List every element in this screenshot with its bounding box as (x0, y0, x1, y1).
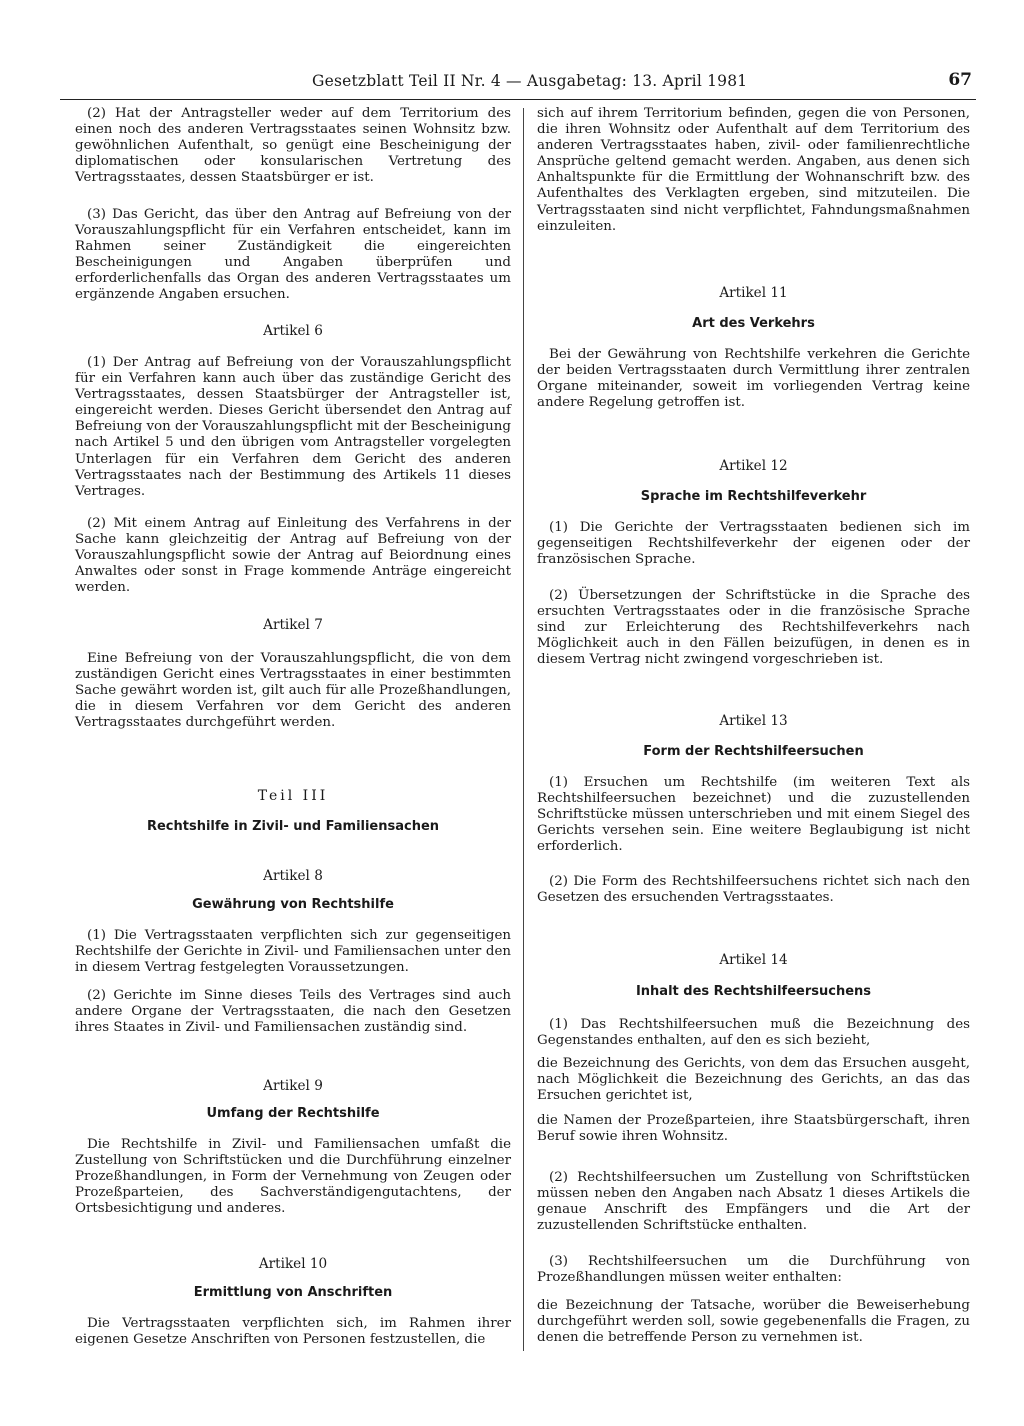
paragraph-art5-3: (3) Das Gericht, das über den Antrag auf Befreiung von der Vorauszahlungspflicht für ein Verfahren entscheidet, kann im Rahmen seiner Zuständigkeit die eingereichten Bescheinigungen und Angaben überprüfen und erforderlichenfalls das Organ des anderen Vertragsstaates um ergänzende Angaben ersuchen. (75, 207, 511, 303)
gazette-title: Gesetzblatt Teil II Nr. 4 — Ausgabetag: 13. April 1981 (312, 72, 748, 90)
paragraph-art12-2: (2) Übersetzungen der Schriftstücke in die Sprache des ersuchten Vertragsstaates oder in die französische Sprache sind zur Erleichterung des Rechtshilfeverkehrs nach Möglichkeit auch in den Fällen beizufügen, in denen es in diesem Vertrag nicht zwingend vorgeschrieben ist. (537, 588, 970, 668)
part-3-title: Rechtshilfe in Zivil- und Familiensachen (146, 819, 440, 834)
article-12-title: Sprache im Rechtshilfeverkehr (640, 489, 867, 504)
column-divider (523, 108, 524, 1351)
paragraph-art8-2: (2) Gerichte im Sinne dieses Teils des Vertrages sind auch andere Organe der Vertragsstaaten, die nach den Gesetzen ihres Staates in Zivil- und Familiensachen zuständig sind. (75, 988, 511, 1036)
article-13-title: Form der Rechtshilfeersuchen (643, 744, 864, 759)
article-6-heading: Artikel 6 (263, 323, 323, 339)
paragraph-art14-1b: die Namen der Prozeßparteien, ihre Staatsbürgerschaft, ihren Beruf sowie ihren Wohnsitz. (537, 1113, 970, 1145)
paragraph-art10-part1: Die Vertragsstaaten verpflichten sich, im Rahmen ihrer eigenen Gesetze Anschriften von Personen festzustellen, die (75, 1316, 511, 1348)
article-14-heading: Artikel 14 (719, 952, 788, 968)
article-9-title: Umfang der Rechtshilfe (206, 1106, 380, 1121)
paragraph-art10-part2: sich auf ihrem Territorium befinden, gegen die von Personen, die ihren Wohnsitz oder Aufenthalt auf dem Territorium des anderen Vertragsstaates haben, zivil- oder familienrechtliche Ansprüche geltend gemacht werden. Angaben, aus denen sich Anhaltspunkte für die Ermittlung der Wohnanschrift bzw. des Aufenthaltes des Verklagten ergeben, sind mitzuteilen. Die Vertragsstaaten sind nicht verpflichtet, Fahndungsmaßnahmen einzuleiten. (537, 106, 970, 234)
article-9-heading: Artikel 9 (263, 1078, 323, 1094)
paragraph-art9: Die Rechtshilfe in Zivil- und Familiensachen umfaßt die Zustellung von Schriftstücken und die Durchführung einzelner Prozeßhandlungen, in Form der Vernehmung von Zeugen oder Prozeßparteien, des Sachverständigengutachtens, der Ortsbesichtigung und anderes. (75, 1137, 511, 1217)
paragraph-art12-1: (1) Die Gerichte der Vertragsstaaten bedienen sich im gegenseitigen Rechtshilfeverkehr der eigenen oder der französischen Sprache. (537, 520, 970, 568)
paragraph-art7: Eine Befreiung von der Vorauszahlungspflicht, die von dem zuständigen Gericht eines Vertragsstaates in einer bestimmten Sache gewährt worden ist, gilt auch für alle Prozeßhandlungen, die in diesem Verfahren vor dem Gericht des anderen Vertragsstaates durchgeführt werden. (75, 651, 511, 731)
paragraph-art11: Bei der Gewährung von Rechtshilfe verkehren die Gerichte der beiden Vertragsstaaten durch Vermittlung ihrer zentralen Organe miteinander, soweit im vorliegenden Vertrag keine andere Regelung getroffen ist. (537, 347, 970, 411)
article-13-heading: Artikel 13 (719, 713, 788, 729)
header-rule (60, 99, 976, 100)
part-3-heading: Teil III (257, 788, 329, 804)
paragraph-art13-2: (2) Die Form des Rechtshilfeersuchens richtet sich nach den Gesetzen des ersuchenden Vertragsstaates. (537, 874, 970, 906)
article-11-heading: Artikel 11 (719, 285, 788, 301)
page-number: 67 (948, 70, 972, 90)
article-14-title: Inhalt des Rechtshilfeersuchens (635, 984, 872, 999)
paragraph-art6-2: (2) Mit einem Antrag auf Einleitung des Verfahrens in der Sache kann gleichzeitig der Antrag auf Befreiung von der Vorauszahlungspflicht sowie der Antrag auf Beiordnung eines Anwaltes oder sonst in Frage kommende Anträge eingereicht werden. (75, 516, 511, 596)
article-8-title: Gewährung von Rechtshilfe (192, 897, 394, 912)
page-header (312, 70, 974, 100)
article-10-title: Ermittlung von Anschriften (193, 1285, 393, 1300)
article-8-heading: Artikel 8 (263, 868, 323, 884)
paragraph-art8-1: (1) Die Vertragsstaaten verpflichten sich zur gegenseitigen Rechtshilfe der Gerichte in Zivil- und Familiensachen unter den in diesem Vertrag festgelegten Voraussetzungen. (75, 928, 511, 976)
article-10-heading: Artikel 10 (258, 1256, 328, 1272)
paragraph-art14-3a: die Bezeichnung der Tatsache, worüber die Beweiserhebung durchgeführt werden soll, sowie gegebenenfalls die Fragen, zu denen die betreffende Person zu vernehmen ist. (537, 1298, 970, 1346)
paragraph-art13-1: (1) Ersuchen um Rechtshilfe (im weiteren Text als Rechtshilfeersuchen bezeichnet) und die zuzustellenden Schriftstücke müssen unterschrieben und mit einem Siegel des Gerichts versehen sein. Eine weitere Beglaubigung ist nicht erforderlich. (537, 775, 970, 855)
article-12-heading: Artikel 12 (719, 458, 788, 474)
paragraph-art5-2: (2) Hat der Antragsteller weder auf dem Territorium des einen noch des anderen Vertragsstaates seinen Wohnsitz bzw. gewöhnlichen Aufenthalt, so genügt eine Bescheinigung der diplomatischen oder konsularischen Vertretung des Vertragsstaates, dessen Staatsbürger er ist. (75, 106, 511, 186)
paragraph-art6-1: (1) Der Antrag auf Befreiung von der Vorauszahlungspflicht für ein Verfahren kann auch über das zuständige Gericht des Vertragsstaates, dessen Staatsbürger der Antragsteller ist, eingereicht werden. Dieses Gericht übersendet den Antrag auf Befreiung von der Vorauszahlungspflicht mit der Bescheinigung nach Artikel 5 und den übrigen vom Antragsteller vorgelegten Unterlagen für ein Verfahren dem Gericht des anderen Vertragsstaates nach der Bestimmung des Artikels 11 dieses Vertrages. (75, 355, 511, 499)
paragraph-art14-1: (1) Das Rechtshilfeersuchen muß die Bezeichnung des Gegenstandes enthalten, auf den es sich bezieht, (537, 1017, 970, 1049)
article-7-heading: Artikel 7 (263, 617, 323, 633)
paragraph-art14-2: (2) Rechtshilfeersuchen um Zustellung von Schriftstücken müssen neben den Angaben nach Absatz 1 dieses Artikels die genaue Anschrift des Empfängers und die Art der zuzustellenden Schriftstücke enthalten. (537, 1170, 970, 1234)
paragraph-art14-1a: die Bezeichnung des Gerichts, von dem das Ersuchen ausgeht, nach Möglichkeit die Bezeichnung des Gerichts, an das das Ersuchen gerichtet ist, (537, 1056, 970, 1104)
paragraph-art14-3: (3) Rechtshilfeersuchen um die Durchführung von Prozeßhandlungen müssen weiter enthalten: (537, 1254, 970, 1286)
article-11-title: Art des Verkehrs (692, 316, 815, 331)
